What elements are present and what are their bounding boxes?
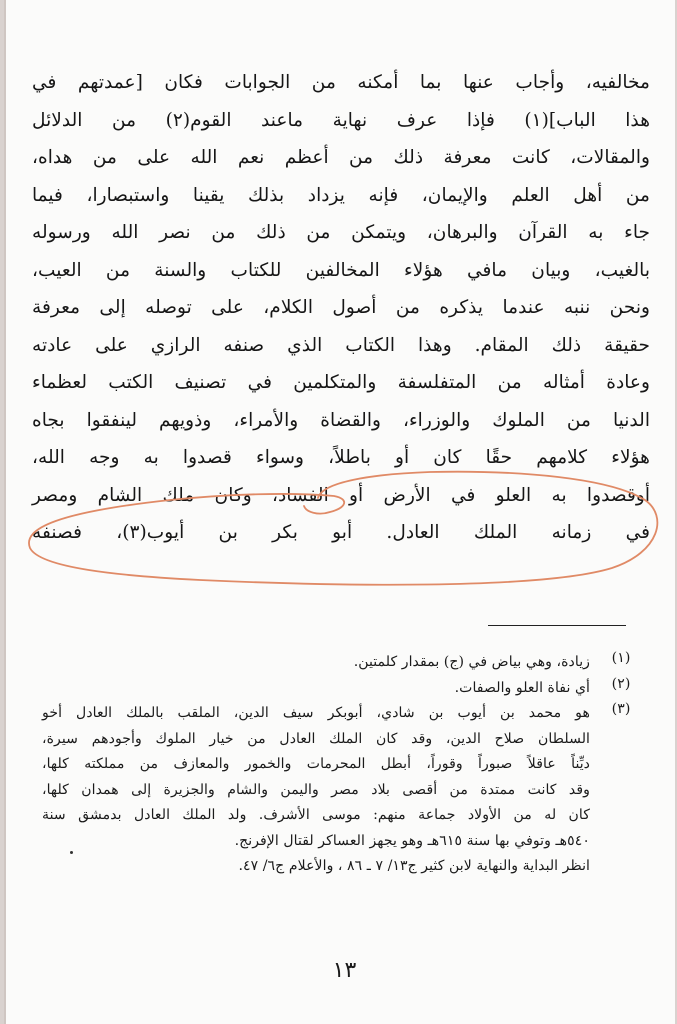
footnote-divider — [488, 625, 626, 626]
footnote-line: هو محمد بن أيوب بن شادي، أبوبكر سيف الدين، الملقب بالملك العادل أخو — [42, 705, 590, 721]
body-line: مخالفيه، وأجاب عنها بما أمكنه من الجوابات فكان [عمدتهم في — [32, 72, 650, 93]
footnote-line: زيادة، وهي بياض في (ج) بمقدار كلمتين. — [353, 654, 590, 670]
body-line: ونحن ننبه عندما يذكره من أصول الكلام، على توصله إلى معرفة — [32, 297, 650, 318]
body-line: من أهل العلم والإيمان، فإنه يزداد بذلك يقينا واستبصارا، فيما — [32, 184, 650, 206]
book-page — [4, 0, 675, 1024]
body-line: جاء به القرآن والبرهان، ويتمكن من ذلك من نصر الله ورسوله — [32, 222, 650, 243]
footnote-line: السلطان صلاح الدين، وقد كان الملك العادل من خيار الملوك وأجودهم سيرة، — [42, 730, 590, 747]
footnote-line: انظر البداية والنهاية لابن كثير ج١٣/ ٧ ـ ٨٦ ، والأعلام ج٦/ ٤٧. — [238, 858, 590, 874]
footnote-number: (١) — [611, 650, 631, 666]
ink-speck — [70, 851, 73, 854]
body-line: الدنيا من الملوك والوزراء، والقضاة والأمراء، وذويهم لينفقوا بجاه — [32, 409, 650, 431]
footnote-line: ٥٤٠هـ وتوفي بها سنة ٦١٥هـ وهو يجهز العساكر لقتال الإفرنج. — [234, 832, 590, 849]
footnote-number: (٢) — [611, 675, 631, 692]
footnote-number: (٣) — [611, 701, 631, 717]
body-line: أوقصدوا به العلو في الأرض أو الفساد، وكان ملك الشام ومصر — [32, 484, 650, 506]
body-text — [32, 64, 650, 552]
body-line: هذا الباب](١) فإذا عرف نهاية ماعند القوم(٢) من الدلائل — [32, 109, 650, 131]
footnote-line: أي نفاة العلو والصفات. — [454, 679, 590, 696]
body-line: في زمانه الملك العادل. أبو بكر بن أيوب(٣)، فصنفه — [32, 522, 650, 543]
body-line: هؤلاء كلامهم حقًا كان أو باطلاً، وسواء قصدوا به وجه الله، — [32, 447, 650, 468]
footnote-line: ديِّناً عاقلاً صبوراً وقوراً، أبطل المحرمات والخمور والمعازف من مملكته كلها، — [42, 756, 590, 772]
footnote-line: وقد كانت ممتدة من أقصى بلاد مصر واليمن والشام والجزيرة إلى همدان كلها، — [42, 781, 590, 798]
page-number: ١٣ — [332, 958, 357, 983]
body-line: بالغيب، وبيان مافي هؤلاء المخالفين للكتاب والسنة من العيب، — [32, 259, 650, 281]
body-line: والمقالات، كانت معرفة ذلك من أعظم نعم الله على من هداه، — [32, 147, 650, 168]
body-line: حقيقة ذلك المقام. وهذا الكتاب الذي صنفه الرازي على عادته — [32, 334, 650, 356]
footnotes — [42, 650, 636, 880]
footnote-line: كان له من الأولاد جماعة منهم: موسى الأشرف. ولد الملك العادل بدمشق سنة — [42, 807, 590, 823]
footnote-1 — [42, 650, 636, 676]
body-line: وعادة أمثاله من المتفلسفة والمتكلمين في تصنيف الكتب لعظماء — [32, 372, 650, 393]
footnote-2 — [42, 676, 636, 702]
footnote-3 — [42, 701, 636, 880]
